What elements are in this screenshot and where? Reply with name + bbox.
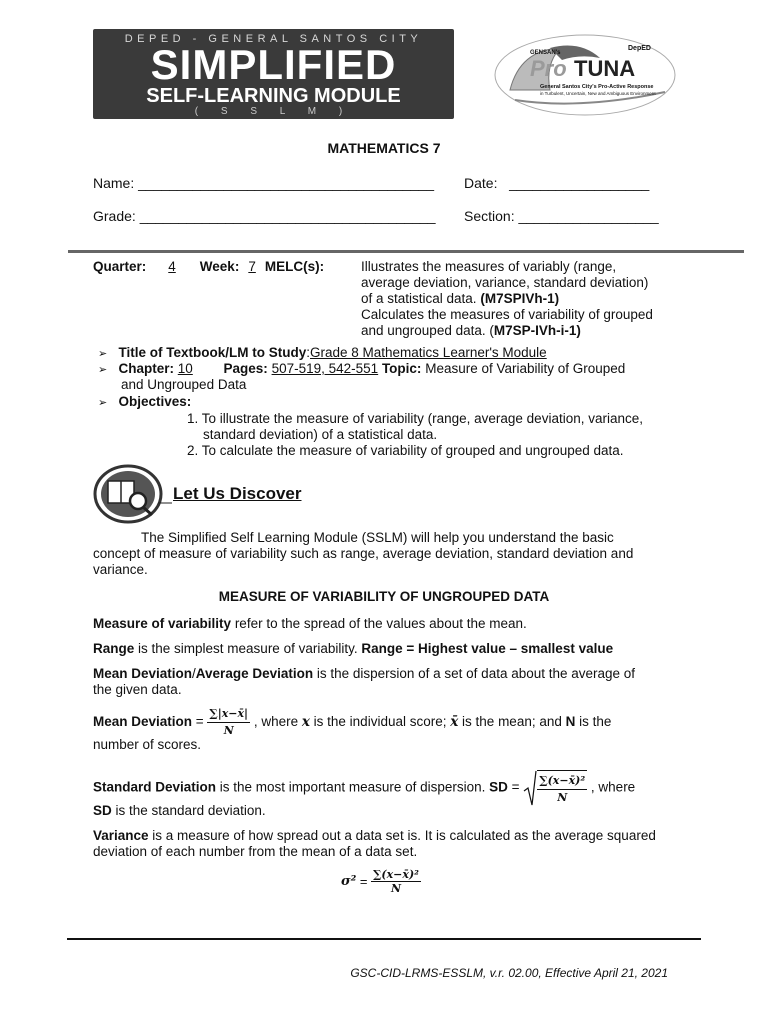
- section-blank[interactable]: __________________: [518, 208, 659, 224]
- mov-text: refer to the spread of the values about the mean.: [231, 616, 527, 631]
- md-where-4: is the: [575, 714, 612, 730]
- bullet-icon: ➢: [98, 397, 108, 409]
- mov-definition: [93, 616, 527, 632]
- topic-value: Measure of Variability of Grouped: [425, 361, 626, 376]
- topic-label: Topic:: [381, 361, 422, 376]
- intro-line2: concept of measure of variability such as range, average deviation, standard deviation and: [93, 546, 634, 561]
- name-label: Name:: [93, 175, 135, 191]
- objective-2: 2. To calculate the measure of variability of grouped and ungrouped data.: [187, 443, 624, 458]
- melc-description: [361, 259, 691, 339]
- md-formula-row: [93, 706, 693, 739]
- melc-label: MELC(s):: [264, 259, 325, 274]
- logo-pro: Pro: [530, 56, 567, 81]
- grade-blank[interactable]: ______________________________________: [139, 208, 436, 224]
- md-text-line1: is the dispersion of a set of data about the average of: [313, 666, 636, 681]
- objectives-label: Objectives:: [118, 394, 192, 409]
- variance-definition: [93, 828, 693, 860]
- md-where-1: , where: [253, 714, 302, 730]
- grade-label: Grade:: [93, 208, 136, 224]
- date-label: Date:: [464, 175, 498, 191]
- var-fraction: [371, 868, 421, 895]
- var-denominator: N: [391, 882, 402, 895]
- discover-intro: [93, 530, 675, 578]
- banner-subtitle: SELF-LEARNING MODULE: [146, 85, 401, 107]
- sd-row: [93, 769, 713, 807]
- var-term: Variance: [93, 828, 149, 843]
- section-field[interactable]: [464, 208, 659, 224]
- name-blank[interactable]: ______________________________________: [138, 175, 434, 191]
- date-field[interactable]: [464, 175, 649, 191]
- md-where-2: is the individual score;: [309, 714, 451, 730]
- melc2-line1: Calculates the measures of variability of grouped: [361, 307, 653, 322]
- logo-tagline-2: in Turbulent, Uncertain, New and Ambiguous Environment: [540, 91, 656, 96]
- md-text-line2: the given data.: [93, 682, 182, 697]
- week-label: Week:: [199, 259, 240, 274]
- mov-term: Measure of variability: [93, 616, 232, 631]
- melc1-code: (M7SPIVh-1): [480, 291, 560, 306]
- square-root-icon: [523, 769, 537, 807]
- md-fraction: [207, 706, 250, 739]
- var-numerator: ∑(x−x̄)²: [373, 868, 419, 881]
- intro-line1: The Simplified Self Learning Module (SSLM) will help you understand the basic: [141, 530, 614, 545]
- sd-text-2: is the standard deviation.: [111, 803, 266, 818]
- sd-eq: =: [507, 779, 524, 795]
- md-formula-label: Mean Deviation: [93, 714, 193, 730]
- textbook-value: Grade 8 Mathematics Learner's Module: [310, 345, 547, 360]
- banner-division: DEPED - GENERAL SANTOS CITY: [124, 33, 423, 45]
- logo-tagline: General Santos City's Pro-Active Response: [540, 84, 654, 90]
- var-text-line1: is a measure of how spread out a data set is. It is calculated as the average squared: [148, 828, 656, 843]
- sd-text: is the most important measure of dispersion.: [216, 779, 490, 795]
- section-heading: MEASURE OF VARIABILITY OF UNGROUPED DATA: [218, 589, 550, 604]
- discover-book-icon: [92, 463, 172, 525]
- footer-divider: [67, 938, 701, 940]
- discover-title: Let Us Discover: [173, 484, 302, 503]
- banner-title: SIMPLIFIED: [150, 41, 397, 88]
- var-text-line2: deviation of each number from the mean of a data set.: [93, 844, 418, 859]
- sd-fraction: [537, 770, 587, 806]
- quarter-row: [93, 259, 324, 275]
- objective-1: 1. To illustrate the measure of variability (range, average deviation, variance,: [187, 411, 643, 426]
- sd-numerator: ∑(x−x̄)²: [537, 773, 587, 790]
- bullet-icon: ➢: [98, 364, 108, 376]
- chapter-label: Chapter:: [118, 361, 174, 376]
- sd-denominator: N: [557, 791, 568, 804]
- chapter-row: [98, 361, 668, 378]
- objectives-row: [98, 394, 191, 411]
- range-text: is the simplest measure of variability.: [134, 641, 362, 656]
- sd-where: , where: [590, 779, 636, 795]
- bullet-icon: ➢: [98, 348, 108, 360]
- melc1-line2: average deviation, variance, standard deviation): [361, 275, 649, 290]
- md-slash: /: [192, 666, 196, 681]
- header-divider: [68, 250, 744, 253]
- week-value: 7: [248, 259, 256, 274]
- melc1-line1: Illustrates the measures of variably (range,: [361, 259, 617, 274]
- quarter-value: 4: [168, 259, 176, 274]
- intro-line3: variance.: [93, 562, 148, 577]
- md-where-3: is the mean; and: [458, 714, 566, 730]
- var-eq: =: [356, 874, 368, 889]
- md-denominator: N: [223, 724, 234, 737]
- melc1-line3: of a statistical data.: [361, 291, 477, 306]
- md-eq: =: [192, 714, 208, 730]
- logo-deped: DepED: [628, 45, 651, 52]
- textbook-row: ➢ Title of Textbook/LM to Study:Grade 8 Mathematics Learner's Module: [98, 345, 547, 360]
- range-formula: Range = Highest value – smallest value: [361, 641, 614, 656]
- melc2-line2: and ungrouped data. (: [361, 323, 494, 338]
- logo-tuna: TUNA: [574, 56, 636, 81]
- var-symbol: σ²: [341, 874, 357, 889]
- md-where-line2: number of scores.: [93, 737, 202, 752]
- range-term: Range: [93, 641, 135, 656]
- section-label: Section:: [464, 208, 515, 224]
- sslm-banner: [93, 29, 454, 119]
- protuna-logo: [490, 30, 680, 120]
- md-xbar: x̄: [450, 714, 459, 731]
- textbook-label: Title of Textbook/LM to Study: [118, 345, 307, 360]
- date-blank[interactable]: __________________: [509, 175, 650, 191]
- topic-value-line2: and Ungrouped Data: [121, 377, 247, 392]
- md-n: N: [565, 714, 576, 730]
- sd-definition-line2: [93, 803, 266, 819]
- banner-abbreviation: ( S S L M ): [194, 106, 353, 117]
- objective-1-cont: standard deviation) of a statistical data.: [203, 427, 438, 442]
- range-definition: [93, 641, 613, 657]
- variance-formula: [341, 868, 421, 895]
- melc2-code: M7SP-IVh-i-1): [493, 323, 581, 338]
- md-x: x: [301, 714, 310, 731]
- sd-abbr: SD: [93, 803, 112, 818]
- chapter-value: 10: [177, 361, 193, 376]
- subject-title: MATHEMATICS 7: [327, 140, 441, 156]
- name-field[interactable]: [93, 175, 434, 191]
- sd-term: Standard Deviation: [93, 779, 217, 795]
- logo-gensans: GENSAN's: [530, 50, 561, 56]
- pages-value: 507-519, 542-551: [271, 361, 379, 376]
- ad-term: Average Deviation: [195, 666, 314, 681]
- md-numerator: ∑|x−x̄|: [207, 706, 250, 723]
- pages-label: Pages:: [223, 361, 268, 376]
- grade-field[interactable]: [93, 208, 436, 224]
- md-term: Mean Deviation: [93, 666, 193, 681]
- quarter-label: Quarter:: [93, 259, 147, 274]
- sd-label: SD: [489, 779, 508, 795]
- md-definition: [93, 666, 675, 698]
- footer-text: GSC-CID-LRMS-ESSLM, v.r. 02.00, Effective April 21, 2021: [350, 966, 668, 980]
